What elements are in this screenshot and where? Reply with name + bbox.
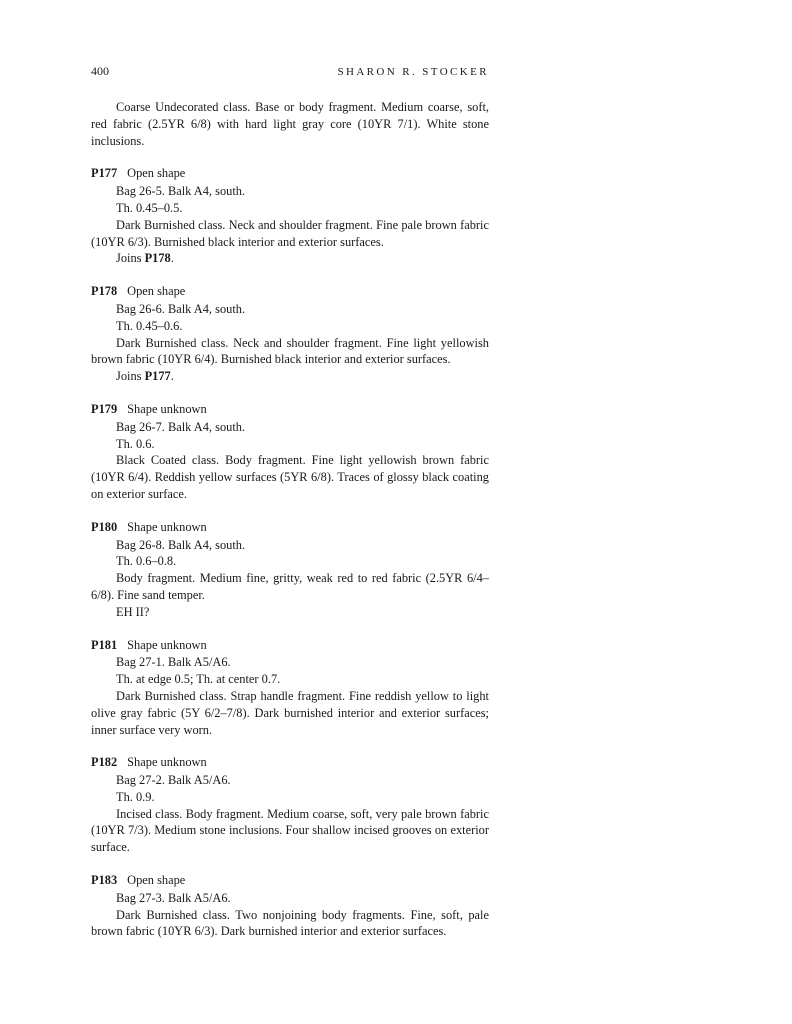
- catalog-entry: [91, 165, 489, 267]
- running-head: SHARON R. STOCKER: [337, 66, 489, 78]
- entry-line: Bag 27-1. Balk A5/A6.: [116, 655, 231, 670]
- entry-number: P182: [91, 755, 118, 770]
- entry-description: Incised class. Body fragment. Medium coarse, soft, very pale brown fabric (10YR 7/3). Medium stone inclusions. Four shallow incised grooves on exterior surface.: [91, 806, 489, 855]
- entry-shape: Shape unknown: [127, 401, 207, 416]
- entry-join-note: [91, 368, 489, 385]
- join-prefix: Joins: [116, 369, 145, 384]
- join-prefix: Joins: [116, 251, 145, 266]
- entry-heading: [91, 637, 489, 654]
- entry-description: Black Coated class. Body fragment. Fine light yellowish brown fabric (10YR 6/4). Reddish yellow surfaces (5YR 6/8). Traces of glossy black coating on exterior surface.: [91, 453, 489, 501]
- catalog-entry: [91, 872, 489, 940]
- entry-line: Th. 0.6–0.8.: [116, 554, 177, 569]
- entry-description: Dark Burnished class. Two nonjoining body fragments. Fine, soft, pale brown fabric (10YR 6/3). Dark burnished interior and exterior surfaces.: [91, 907, 489, 939]
- page-header: [91, 64, 489, 82]
- catalog-entry: [91, 637, 489, 739]
- catalog-entry: [91, 283, 489, 385]
- entry-shape: Open shape: [127, 166, 186, 181]
- entry-shape: Open shape: [127, 873, 186, 888]
- entry-description: Dark Burnished class. Strap handle fragment. Fine reddish yellow to light olive gray fabric (5Y 6/2–7/8). Dark burnished interior and exterior surfaces; inner surface very worn.: [91, 688, 489, 737]
- catalog-entry: [91, 519, 489, 621]
- entry-line: Th. 0.6.: [116, 436, 155, 451]
- entry-line: Bag 26-8. Balk A4, south.: [116, 537, 246, 552]
- entry-number: P177: [91, 166, 118, 181]
- catalog-entry: [91, 401, 489, 503]
- entry-description: Dark Burnished class. Neck and shoulder fragment. Fine pale brown fabric (10YR 6/3). Burnished black interior and exterior surfaces.: [91, 217, 489, 249]
- entry-heading: [91, 519, 489, 536]
- page-number: 400: [91, 64, 109, 78]
- page-content: [91, 64, 489, 940]
- catalog-entry: [91, 754, 489, 856]
- entry-heading: [91, 754, 489, 771]
- join-reference: P178: [144, 251, 171, 266]
- entry-heading: [91, 401, 489, 418]
- entry-heading: [91, 872, 489, 889]
- entry-description: Dark Burnished class. Neck and shoulder fragment. Fine light yellowish brown fabric (10YR 6/4). Burnished black interior and exterior surfaces.: [91, 335, 489, 367]
- intro-paragraph: Coarse Undecorated class. Base or body fragment. Medium coarse, soft, red fabric (2.5YR 6/8) with hard light gray core (10YR 7/1). White stone inclusions.: [91, 100, 489, 148]
- entry-line: Bag 26-5. Balk A4, south.: [116, 184, 246, 199]
- entry-number: P181: [91, 637, 118, 652]
- entry-line: Bag 26-6. Balk A4, south.: [116, 301, 246, 316]
- entry-number: P180: [91, 519, 118, 534]
- entry-line: Th. 0.45–0.5.: [116, 200, 183, 215]
- entry-shape: Shape unknown: [127, 519, 207, 534]
- entry-line: Th. 0.9.: [116, 789, 155, 804]
- entry-shape: Open shape: [127, 284, 186, 299]
- join-suffix: .: [170, 251, 174, 266]
- entry-number: P183: [91, 873, 118, 888]
- entry-heading: [91, 283, 489, 300]
- entry-join-note: [91, 250, 489, 267]
- catalog-entries: [91, 165, 489, 940]
- entry-line: Bag 26-7. Balk A4, south.: [116, 419, 246, 434]
- entry-dating: EH II?: [116, 604, 150, 619]
- entry-line: Th. 0.45–0.6.: [116, 318, 183, 333]
- entry-line: Bag 27-3. Balk A5/A6.: [116, 890, 231, 905]
- join-reference: P177: [144, 369, 171, 384]
- entry-shape: Shape unknown: [127, 755, 207, 770]
- entry-description: Body fragment. Medium fine, gritty, weak red to red fabric (2.5YR 6/4–6/8). Fine sand temper.: [91, 571, 489, 602]
- entry-heading: [91, 165, 489, 182]
- entry-line: Bag 27-2. Balk A5/A6.: [116, 773, 231, 788]
- entry-line: Th. at edge 0.5; Th. at center 0.7.: [116, 672, 281, 687]
- entry-number: P178: [91, 284, 118, 299]
- entry-number: P179: [91, 401, 118, 416]
- entry-shape: Shape unknown: [127, 637, 207, 652]
- join-suffix: .: [170, 369, 174, 384]
